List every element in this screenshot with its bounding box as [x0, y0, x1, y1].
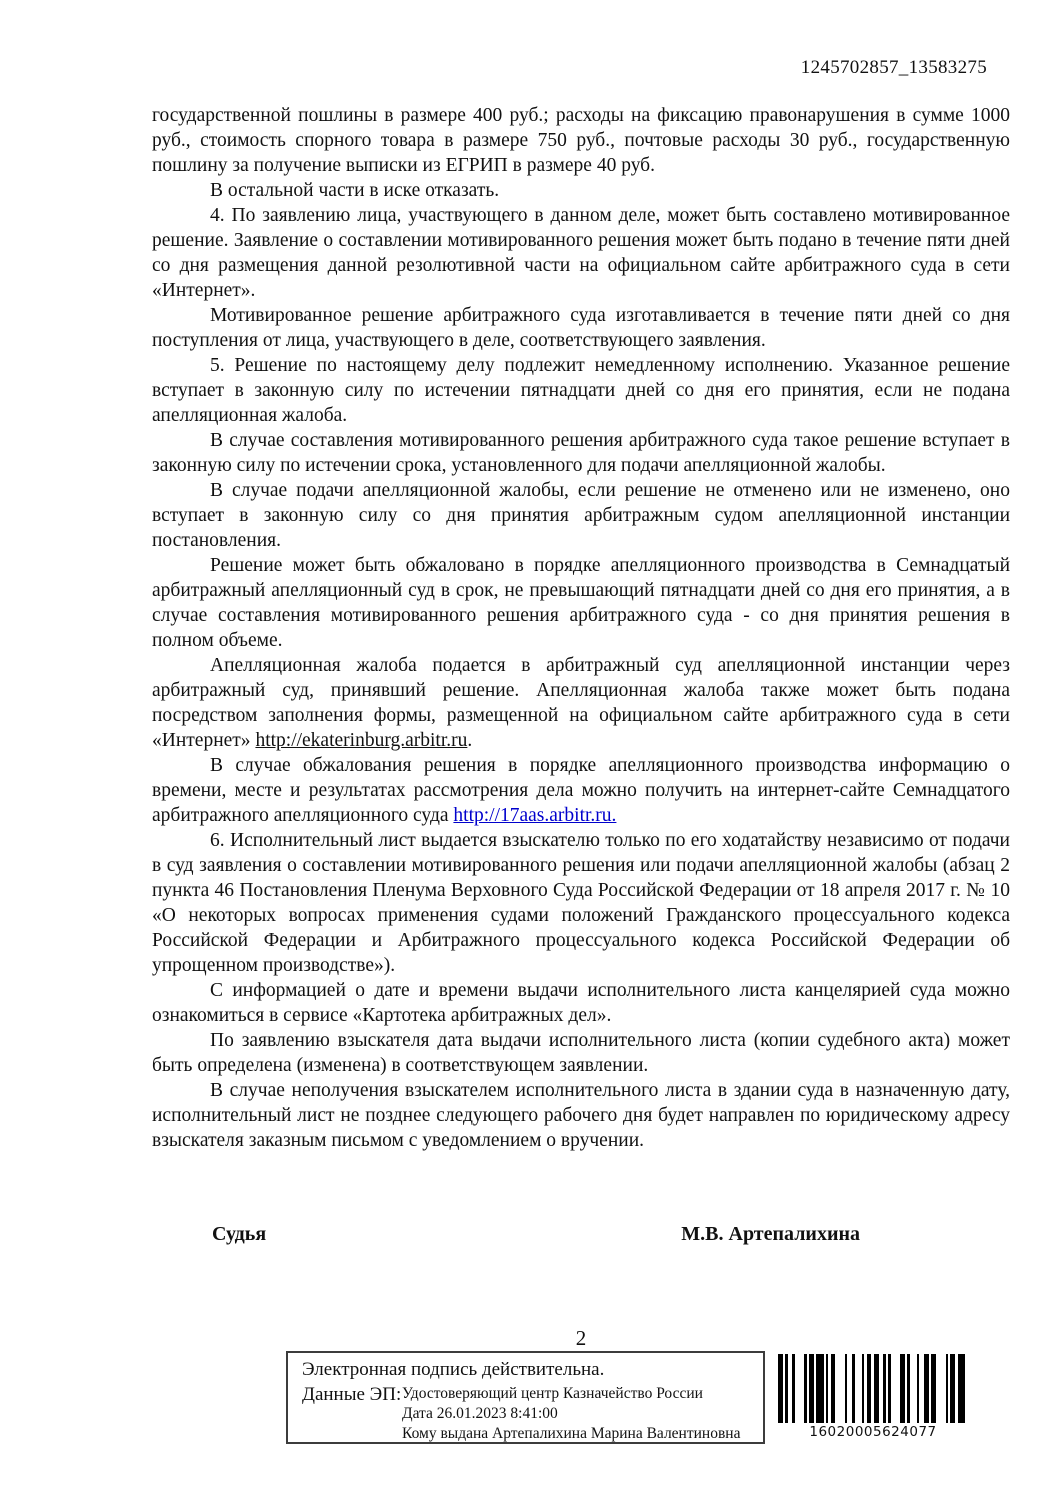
barcode: [778, 1354, 968, 1440]
paragraph: государственной пошлины в размере 400 руб.; расходы на фиксацию правонарушения в сумме 1000 руб., стоимость спорного товара в размере 750 руб., почтовые расходы 30 руб., государственную пошлину за получение выписки из ЕГРИП в размере 40 руб.: [152, 105, 1010, 176]
stamp-certificate-authority: Удостоверяющий центр Казначейство России: [402, 1385, 703, 1402]
paragraph: 6. Исполнительный лист выдается взыскателю только по его ходатайству независимо от подачи в суд заявления о составлении мотивированного решения или подачи апелляционной жалобы (абзац 2 пункта 46 Постановления Пленума Верховного Суда Российской Федерации от 18 апреля 2017 г. № 10 «О некоторых вопросах применения судами положений Гражданского процессуального кодекса Российской Федерации и Арбитражного процессуального кодекса Российской Федерации об упрощенном производстве»).: [152, 830, 1010, 976]
electronic-signature-stamp: [286, 1351, 765, 1444]
stamp-data-row: [302, 1384, 763, 1444]
paragraph: Решение может быть обжаловано в порядке апелляционного производства в Семнадцатый арбитражный апелляционный суд в срок, не превышающий пятнадцати дней со дня его принятия, а в случае составления мотивированного решения арбитражного суда - со дня принятия решения в полном объеме.: [152, 555, 1010, 651]
paragraph-text: .: [467, 730, 473, 751]
paragraph: 4. По заявлению лица, участвующего в данном деле, может быть составлено мотивированное решение. Заявление о составлении мотивированного решения может быть подано в течение пяти дней со дня размещения данной резолютивной части на официальном сайте арбитражного суда в сети «Интернет».: [152, 205, 1010, 301]
paragraph: Мотивированное решение арбитражного суда изготавливается в течение пяти дней со дня поступления от лица, участвующего в деле, соответствующего заявления.: [152, 305, 1010, 351]
paragraph-text: Апелляционная жалоба подается в арбитражный суд апелляционной инстанции через арбитражный суд, принявший решение. Апелляционная жалоба также может быть подана посредством заполнения формы, размещенной на официальном сайте арбитражного суда в сети «Интернет»: [152, 655, 1010, 751]
paragraph: По заявлению взыскателя дата выдачи исполнительного листа (копии судебного акта) может быть определена (изменена) в соответствующем заявлении.: [152, 1030, 1010, 1076]
paragraph-appeal: [152, 653, 1010, 753]
stamp-date: Дата 26.01.2023 8:41:00: [402, 1405, 558, 1422]
paragraph: В случае подачи апелляционной жалобы, если решение не отменено или не изменено, оно вступает в законную силу со дня принятия арбитражным судом апелляционной инстанции постановления.: [152, 480, 1010, 551]
barcode-bars: [778, 1354, 968, 1423]
stamp-details: [402, 1384, 740, 1444]
paragraph-info: [152, 753, 1010, 828]
signature-name: М.В. Артепалихина: [681, 1223, 860, 1245]
document-id: 1245702857_13583275: [800, 57, 987, 78]
signature-block: [152, 1222, 1010, 1247]
signature-role: Судья: [212, 1223, 267, 1245]
paragraph: В случае неполучения взыскателем исполнительного листа в здании суда в назначенную дату, исполнительный лист не позднее следующего рабочего дня будет направлен по юридическому адресу взыскателя заказным письмом с уведомлением о вручении.: [152, 1080, 1010, 1151]
stamp-validity-text: Электронная подпись действительна.: [302, 1359, 605, 1380]
paragraph: В случае составления мотивированного решения арбитражного суда такое решение вступает в законную силу по истечении срока, установленного для подачи апелляционной жалобы.: [152, 430, 1010, 476]
paragraph-text: В случае обжалования решения в порядке апелляционного производства информацию о времени, месте и результатах рассмотрения дела можно получить на интернет-сайте Семнадцатого арбитражного апелляционного суда: [152, 755, 1010, 826]
paragraph: С информацией о дате и времени выдачи исполнительного листа канцелярией суда можно ознакомиться в сервисе «Картотека арбитражных дел».: [152, 980, 1010, 1026]
stamp-issued-to: Кому выдана Артепалихина Марина Валентиновна: [402, 1425, 741, 1442]
ekaterinburg-court-link[interactable]: http://ekaterinburg.arbitr.ru: [255, 730, 468, 751]
appeal-court-link[interactable]: http://17aas.arbitr.ru.: [453, 805, 617, 826]
paragraph: В остальной части в иске отказать.: [210, 180, 500, 201]
stamp-data-label: Данные ЭП:: [302, 1384, 402, 1405]
page-number: 2: [575, 1326, 587, 1350]
barcode-number: 16020005624077: [809, 1424, 937, 1440]
paragraph: 5. Решение по настоящему делу подлежит немедленному исполнению. Указанное решение вступает в законную силу по истечении пятнадцати дней со дня его принятия, если не подана апелляционная жалоба.: [152, 355, 1010, 426]
document-body: [152, 103, 1010, 1153]
